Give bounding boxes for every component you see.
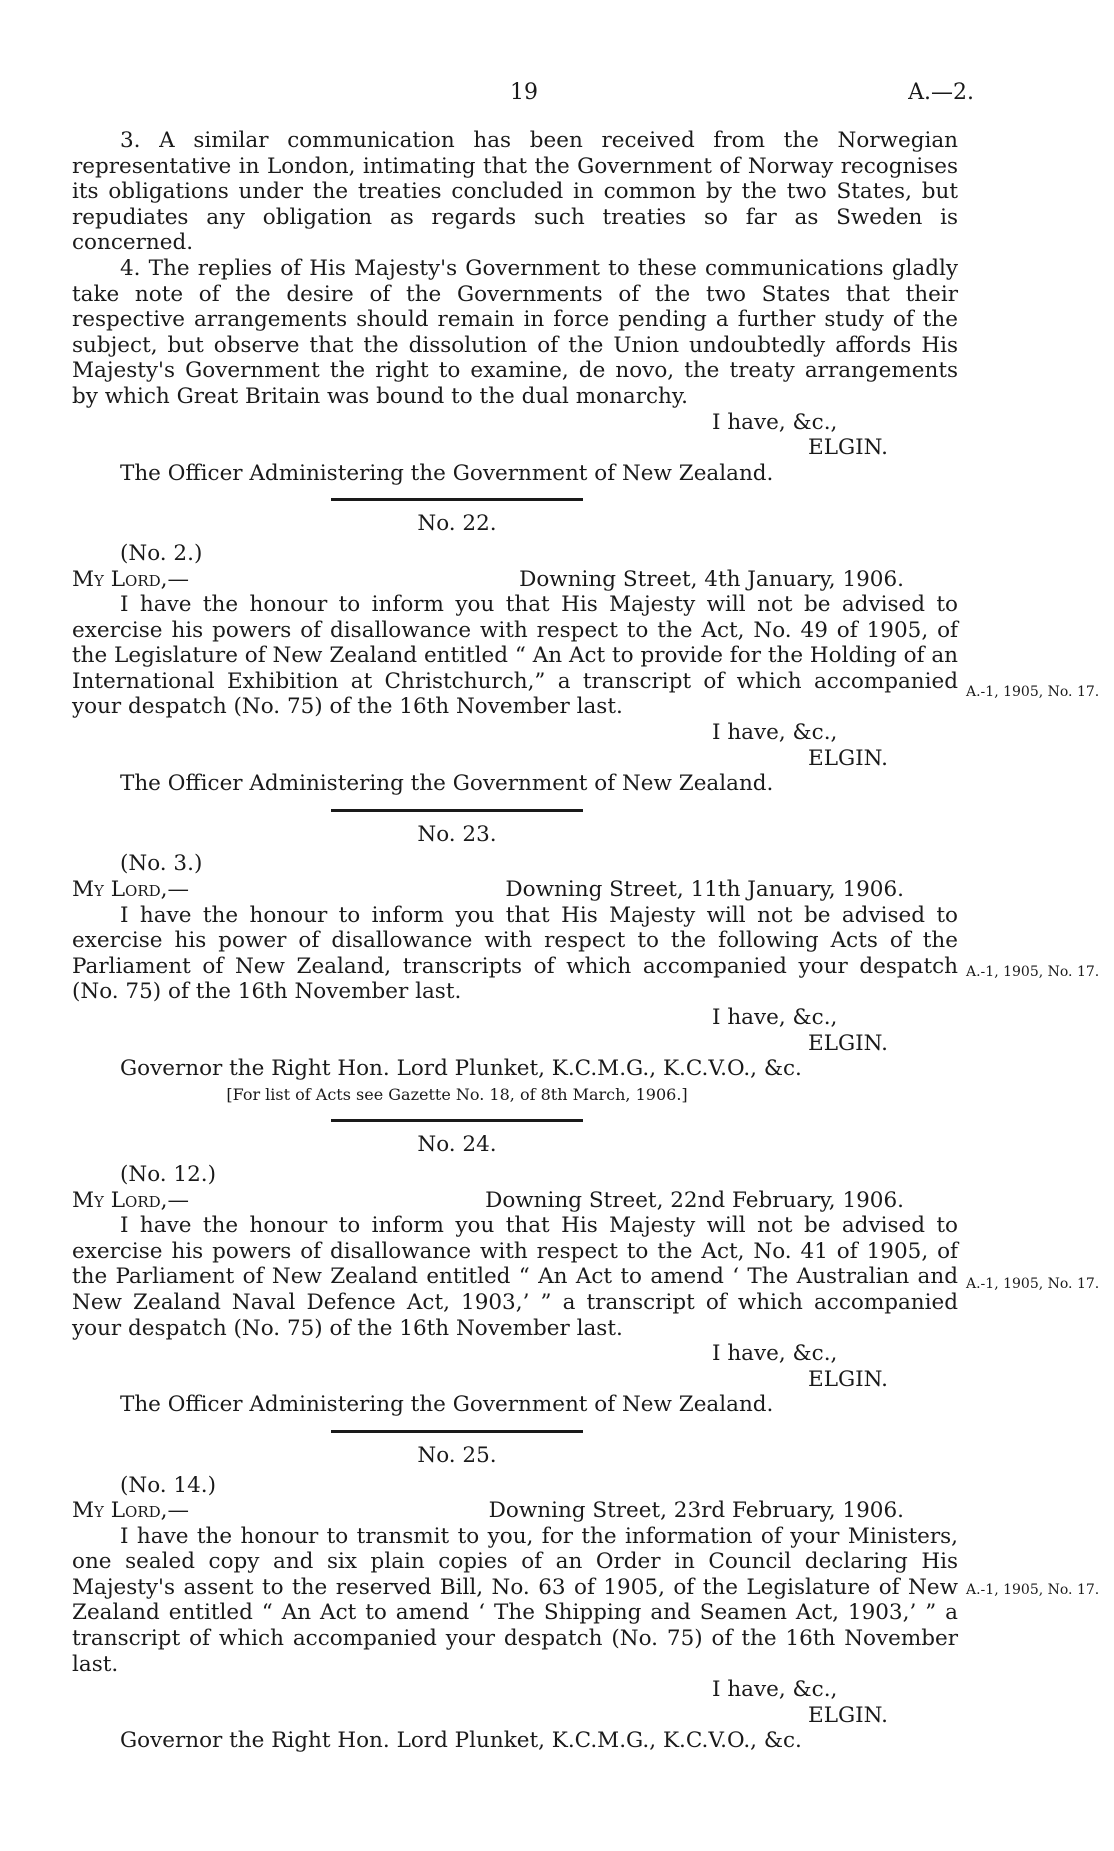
page-number: 19 <box>510 80 538 105</box>
despatch-number: (No. 3.) <box>120 851 203 877</box>
letter-title: No. 23. <box>417 821 497 847</box>
addressee: The Officer Administering the Government of New Zealand. <box>120 1392 774 1418</box>
letter-body: I have the honour to transmit to you, for the information of your Ministers, one sealed copy and six plain copies of an Order in Council declaring His Majesty's assent to the reserved Bill, No. 63 of 1905, of the Legislature of New Zealand entitled “ An Act to amend ‘ The Shipping and Seamen Act, 1903,’ ” a transcript of which accompanied your despatch (No. 75) of the 16th November last. <box>72 1523 958 1677</box>
despatch-number: (No. 2.) <box>120 540 203 566</box>
closing: I have, &c., <box>712 1677 838 1703</box>
letter-body: I have the honour to inform you that His Majesty will not be advised to exercise his powers of disallowance with respect to the Act, No. 49 of 1905, of the Legislature of New Zealand entitled “ An Act to provide for the Holding of an International Exhibition at Christchurch,” a transcript of which accompanied your despatch (No. 75) of the 16th November last. <box>72 592 958 720</box>
salutation-line <box>72 1498 958 1524</box>
salutation-line <box>72 877 958 903</box>
closing: I have, &c., <box>712 1005 838 1030</box>
salutation: My Lord,— <box>72 1498 189 1524</box>
letter-title: No. 25. <box>417 1442 497 1468</box>
letter-title: No. 22. <box>417 511 497 537</box>
signature: ELGIN. <box>808 1702 888 1728</box>
section-divider <box>331 809 583 812</box>
closing: I have, &c., <box>712 720 838 746</box>
salutation: My Lord,— <box>72 1187 189 1213</box>
letter-title: No. 24. <box>417 1132 497 1158</box>
section-divider <box>331 1119 583 1122</box>
signature: ELGIN. <box>808 1366 888 1392</box>
margin-note: A.-1, 1905, No. 17. <box>966 1276 1100 1292</box>
closing: I have, &c., <box>712 409 838 435</box>
margin-note: A.-1, 1905, No. 17. <box>966 964 1100 980</box>
document-body <box>72 128 958 1754</box>
addressee: The Officer Administering the Government of New Zealand. <box>120 460 774 486</box>
addressee: Governor the Right Hon. Lord Plunket, K.C.M.G., K.C.V.O., &c. <box>120 1728 802 1754</box>
page-header <box>0 80 1114 110</box>
section-divider <box>331 498 583 501</box>
letter-body: I have the honour to inform you that His Majesty will not be advised to exercise his powers of disallowance with respect to the Act, No. 41 of 1905, of the Parliament of New Zealand entitled “ An Act to amend ‘ The Australian and New Zealand Naval Defence Act, 1903,’ ” a transcript of which accompanied your despatch (No. 75) of the 16th November last. <box>72 1213 958 1341</box>
signature: ELGIN. <box>808 745 888 771</box>
letter-body: I have the honour to inform you that His Majesty will not be advised to exercise his power of disallowance with respect to the following Acts of the Parliament of New Zealand, transcripts of which accompanied your despatch (No. 75) of the 16th November last. <box>72 902 958 1005</box>
paper-code: A.—2. <box>908 80 974 105</box>
despatch-number: (No. 12.) <box>120 1161 217 1187</box>
addressee: The Officer Administering the Government of New Zealand. <box>120 771 774 797</box>
salutation-line <box>72 567 958 593</box>
salutation: My Lord,— <box>72 566 189 592</box>
salutation-line <box>72 1188 958 1214</box>
margin-note: A.-1, 1905, No. 17. <box>966 1582 1100 1598</box>
letter-date: Downing Street, 4th January, 1906. <box>519 566 904 592</box>
paragraph-4: 4. The replies of His Majesty's Government to these communications gladly take note of the desire of the Governments of the two States that their respective arrangements should remain in force pending a further study of the subject, but observe that the dissolution of the Union undoubtedly affords His Majesty's Government the right to examine, de novo, the treaty arrangements by which Great Britain was bound to the dual monarchy. <box>72 255 958 409</box>
gazette-note: [For list of Acts see Gazette No. 18, of 8th March, 1906.] <box>226 1084 688 1104</box>
despatch-number: (No. 14.) <box>120 1472 217 1498</box>
margin-note: A.-1, 1905, No. 17. <box>966 684 1100 700</box>
letter-date: Downing Street, 22nd February, 1906. <box>485 1187 904 1213</box>
letter-date: Downing Street, 23rd February, 1906. <box>488 1498 904 1524</box>
addressee: Governor the Right Hon. Lord Plunket, K.C.M.G., K.C.V.O., &c. <box>120 1056 802 1082</box>
closing: I have, &c., <box>712 1341 838 1367</box>
signature: ELGIN. <box>808 1030 888 1056</box>
salutation: My Lord,— <box>72 877 189 903</box>
signature: ELGIN. <box>808 435 888 461</box>
paragraph-3: 3. A similar communication has been received from the Norwegian representative in London, intimating that the Government of Norway recognises its obligations under the treaties concluded in common by the two States, but repudiates any obligation as regards such treaties so far as Sweden is concerned. <box>72 128 958 256</box>
letter-date: Downing Street, 11th January, 1906. <box>505 877 904 903</box>
section-divider <box>331 1430 583 1433</box>
